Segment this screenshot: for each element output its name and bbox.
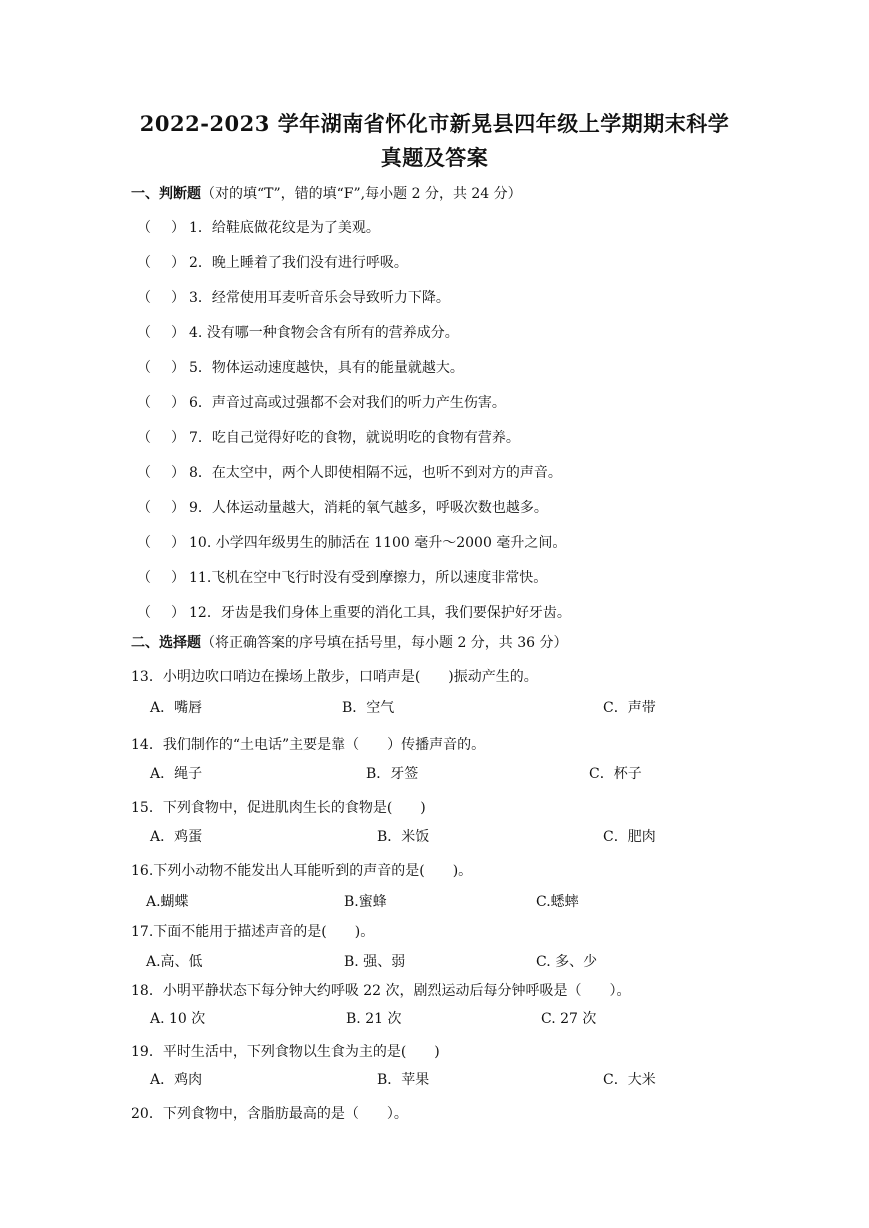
tf-item: （ ） 2．晚上睡着了我们没有进行呼吸。 [137, 252, 408, 272]
answer-blank: （ ） [137, 500, 185, 516]
section1-instruction: （对的填“T”，错的填“F”,每小题 2 分，共 24 分） [201, 186, 522, 202]
tf-item: （ ） 4. 没有哪一种食物会含有所有的营养成分。 [137, 322, 459, 342]
question-stem: 16.下列小动物不能发出人耳能听到的声音的是( )。 [131, 863, 473, 879]
option-c: C．肥肉 [603, 829, 656, 845]
option-c: C. 27 次 [541, 1011, 597, 1027]
tf-item: （ ） 5．物体运动速度越快，具有的能量就越大。 [137, 357, 464, 377]
answer-blank: （ ） [137, 290, 185, 306]
tf-item: （ ） 9．人体运动量越大，消耗的氧气越多，呼吸次数也越多。 [137, 497, 548, 517]
answer-blank: （ ） [137, 325, 185, 341]
option-b: B．苹果 [377, 1072, 430, 1088]
answer-blank: （ ） [137, 360, 185, 376]
tf-item: （ ） 1．给鞋底做花纹是为了美观。 [137, 217, 380, 237]
section2-heading: 二、选择题 [131, 635, 201, 651]
option-c: C. 多、少 [536, 954, 598, 970]
question-stem: 18．小明平静状态下每分钟大约呼吸 22 次，剧烈运动后每分钟呼吸是（ ）。 [131, 983, 631, 999]
option-c: C.蟋蟀 [536, 894, 579, 910]
tf-item: （ ） 8．在太空中，两个人即使相隔不远，也听不到对方的声音。 [137, 462, 562, 482]
question-stem: 17.下面不能用于描述声音的是( )。 [131, 924, 375, 940]
option-c: C．杯子 [589, 766, 642, 782]
option-b: B．牙签 [366, 766, 419, 782]
answer-blank: （ ） [137, 220, 185, 236]
option-b: B．米饭 [377, 829, 430, 845]
option-b: B．空气 [342, 700, 395, 716]
option-b: B. 强、弱 [344, 954, 406, 970]
document-title-line1: 2022-2023 学年湖南省怀化市新晃县四年级上学期期末科学 [139, 111, 730, 136]
tf-item: （ ） 6．声音过高或过强都不会对我们的听力产生伤害。 [137, 392, 506, 412]
option-a: A．嘴唇 [150, 700, 203, 716]
tf-item: （ ） 10. 小学四年级男生的肺活在 1100 毫升～2000 毫升之间。 [137, 532, 566, 552]
answer-blank: （ ） [137, 395, 185, 411]
answer-blank: （ ） [137, 605, 185, 621]
option-b: B.蜜蜂 [344, 894, 387, 910]
question-stem: 20．下列食物中，含脂肪最高的是（ ）。 [131, 1106, 408, 1122]
option-a: A. 10 次 [150, 1011, 206, 1027]
option-c: C．声带 [603, 700, 656, 716]
option-a: A.高、低 [146, 954, 203, 970]
question-stem: 19．平时生活中，下列食物以生食为主的是( ) [131, 1044, 440, 1060]
option-c: C．大米 [603, 1072, 656, 1088]
question-stem: 13．小明边吹口哨边在操场上散步，口哨声是( )振动产生的。 [131, 669, 538, 685]
option-a: A．鸡肉 [150, 1072, 203, 1088]
option-a: A．鸡蛋 [150, 829, 203, 845]
section1-header [131, 183, 522, 203]
tf-item: （ ） 12．牙齿是我们身体上重要的消化工具，我们要保护好牙齿。 [137, 602, 571, 622]
question-stem: 14．我们制作的“土电话”主要是靠（ ）传播声音的。 [131, 737, 486, 753]
question-stem: 15．下列食物中，促进肌肉生长的食物是( ) [131, 800, 426, 816]
section2-instruction: （将正确答案的序号填在括号里，每小题 2 分，共 36 分） [201, 635, 568, 651]
answer-blank: （ ） [137, 535, 185, 551]
tf-item: （ ） 7．吃自己觉得好吃的食物，就说明吃的食物有营养。 [137, 427, 520, 447]
section1-heading: 一、判断题 [131, 186, 201, 202]
tf-item: （ ） 3．经常使用耳麦听音乐会导致听力下降。 [137, 287, 450, 307]
answer-blank: （ ） [137, 570, 185, 586]
option-a: A．绳子 [150, 766, 203, 782]
document-title-line2: 真题及答案 [380, 145, 489, 170]
option-b: B. 21 次 [346, 1011, 402, 1027]
answer-blank: （ ） [137, 465, 185, 481]
option-a: A.蝴蝶 [146, 894, 189, 910]
section2-header [131, 632, 568, 652]
answer-blank: （ ） [137, 430, 185, 446]
tf-item: （ ） 11.飞机在空中飞行时没有受到摩擦力，所以速度非常快。 [137, 567, 547, 587]
answer-blank: （ ） [137, 255, 185, 271]
